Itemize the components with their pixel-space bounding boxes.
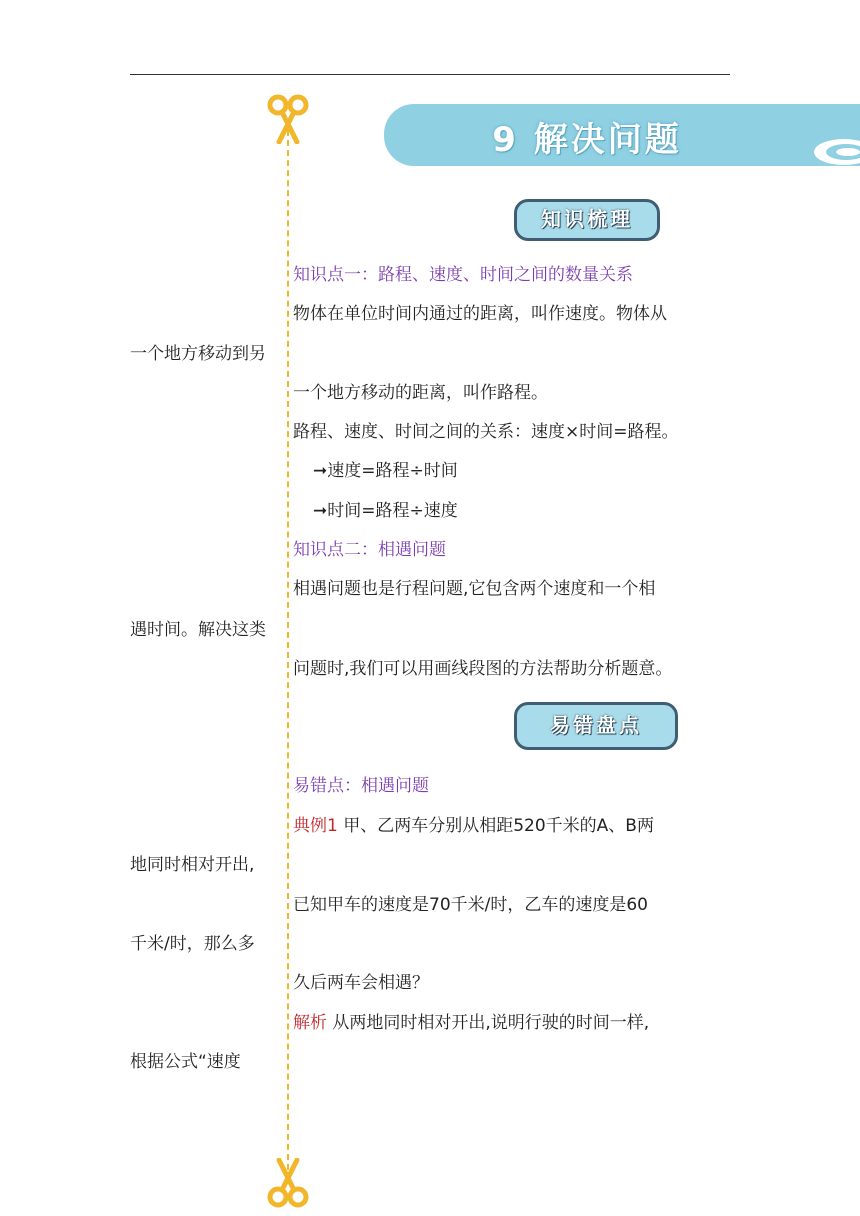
formula-speed: ➞速度=路程÷时间 [313, 461, 458, 481]
analysis-line [293, 1011, 649, 1035]
paragraph-line: 遇时间。解决这类 [130, 620, 266, 640]
example-line [293, 814, 654, 838]
paragraph-line: 一个地方移动的距离，叫作路程。 [293, 383, 548, 403]
analysis-text: 从两地同时相对开出,说明行驶的时间一样, [332, 1013, 650, 1033]
paragraph-line: 物体在单位时间内通过的距离，叫作速度。物体从 [293, 304, 667, 324]
knowledge-point-1-heading: 知识点一：路程、速度、时间之间的数量关系 [293, 265, 633, 285]
paragraph-line: 已知甲车的速度是70千米/时，乙车的速度是60 [293, 895, 648, 915]
title-banner [384, 104, 860, 166]
paragraph-line: 一个地方移动到另 [130, 344, 266, 364]
example-text: 甲、乙两车分别从相距520千米的A、B两 [343, 816, 654, 836]
scissors-icon [266, 1158, 310, 1208]
paragraph-line: 地同时相对开出, [130, 855, 255, 875]
formula-time: ➞时间=路程÷速度 [313, 501, 458, 521]
top-rule [130, 74, 730, 75]
mistake-point-heading: 易错点：相遇问题 [293, 776, 429, 796]
example-label: 典例1 [293, 816, 338, 836]
section-knowledge-badge: 知识梳理 [514, 199, 660, 241]
paragraph-line: 久后两车会相遇？ [293, 973, 429, 993]
paragraph-line: 根据公式“速度 [130, 1052, 241, 1072]
paragraph-line: 路程、速度、时间之间的关系：速度×时间=路程。 [293, 422, 679, 442]
analysis-label: 解析 [293, 1013, 327, 1033]
knowledge-point-2-heading: 知识点二：相遇问题 [293, 540, 446, 560]
paragraph-line: 相遇问题也是行程问题,它包含两个速度和一个相 [293, 579, 656, 599]
swirl-icon [800, 132, 860, 166]
paragraph-line: 千米/时，那么多 [130, 934, 255, 954]
section-mistakes-badge: 易错盘点 [514, 702, 678, 750]
page-title: 9 解决问题 [492, 120, 682, 160]
scissors-icon [266, 94, 310, 144]
dashed-cut-line [287, 130, 289, 1170]
paragraph-line: 问题时,我们可以用画线段图的方法帮助分析题意。 [293, 659, 673, 679]
